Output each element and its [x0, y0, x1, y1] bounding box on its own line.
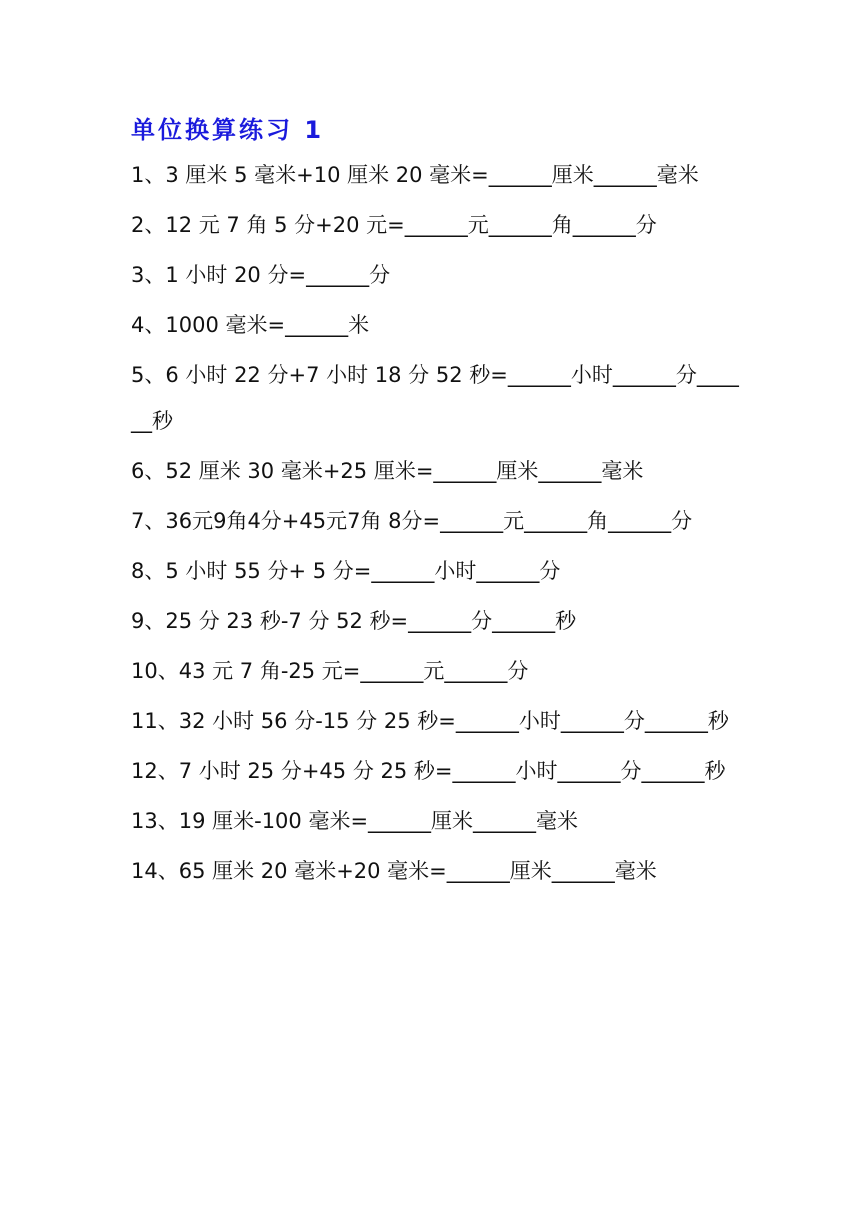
question-list	[131, 152, 741, 898]
question-9: 9、25 分 23 秒-7 分 52 秒=______分______秒	[131, 609, 577, 633]
question-7: 7、36元9角4分+45元7角 8分=______元______角______分	[131, 509, 693, 533]
question-1: 1、3 厘米 5 毫米+10 厘米 20 毫米=______厘米______毫米	[131, 163, 699, 187]
question-14: 14、65 厘米 20 毫米+20 毫米=______厘米______毫米	[131, 859, 657, 883]
question-10: 10、43 元 7 角-25 元=______元______分	[131, 659, 529, 683]
question-5: 5、6 小时 22 分+7 小时 18 分 52 秒=______小时______分______秒	[131, 363, 739, 433]
question-2: 2、12 元 7 角 5 分+20 元=______元______角______分	[131, 213, 657, 237]
question-4: 4、1000 毫米=______米	[131, 313, 370, 337]
question-8: 8、5 小时 55 分+ 5 分=______小时______分	[131, 559, 561, 583]
question-13: 13、19 厘米-100 毫米=______厘米______毫米	[131, 809, 579, 833]
question-11: 11、32 小时 56 分-15 分 25 秒=______小时______分______秒	[131, 709, 729, 733]
page-title: 单位换算练习 1	[131, 116, 325, 144]
question-12: 12、7 小时 25 分+45 分 25 秒=______小时______分______秒	[131, 759, 726, 783]
question-3: 3、1 小时 20 分=______分	[131, 263, 391, 287]
question-6: 6、52 厘米 30 毫米+25 厘米=______厘米______毫米	[131, 459, 644, 483]
